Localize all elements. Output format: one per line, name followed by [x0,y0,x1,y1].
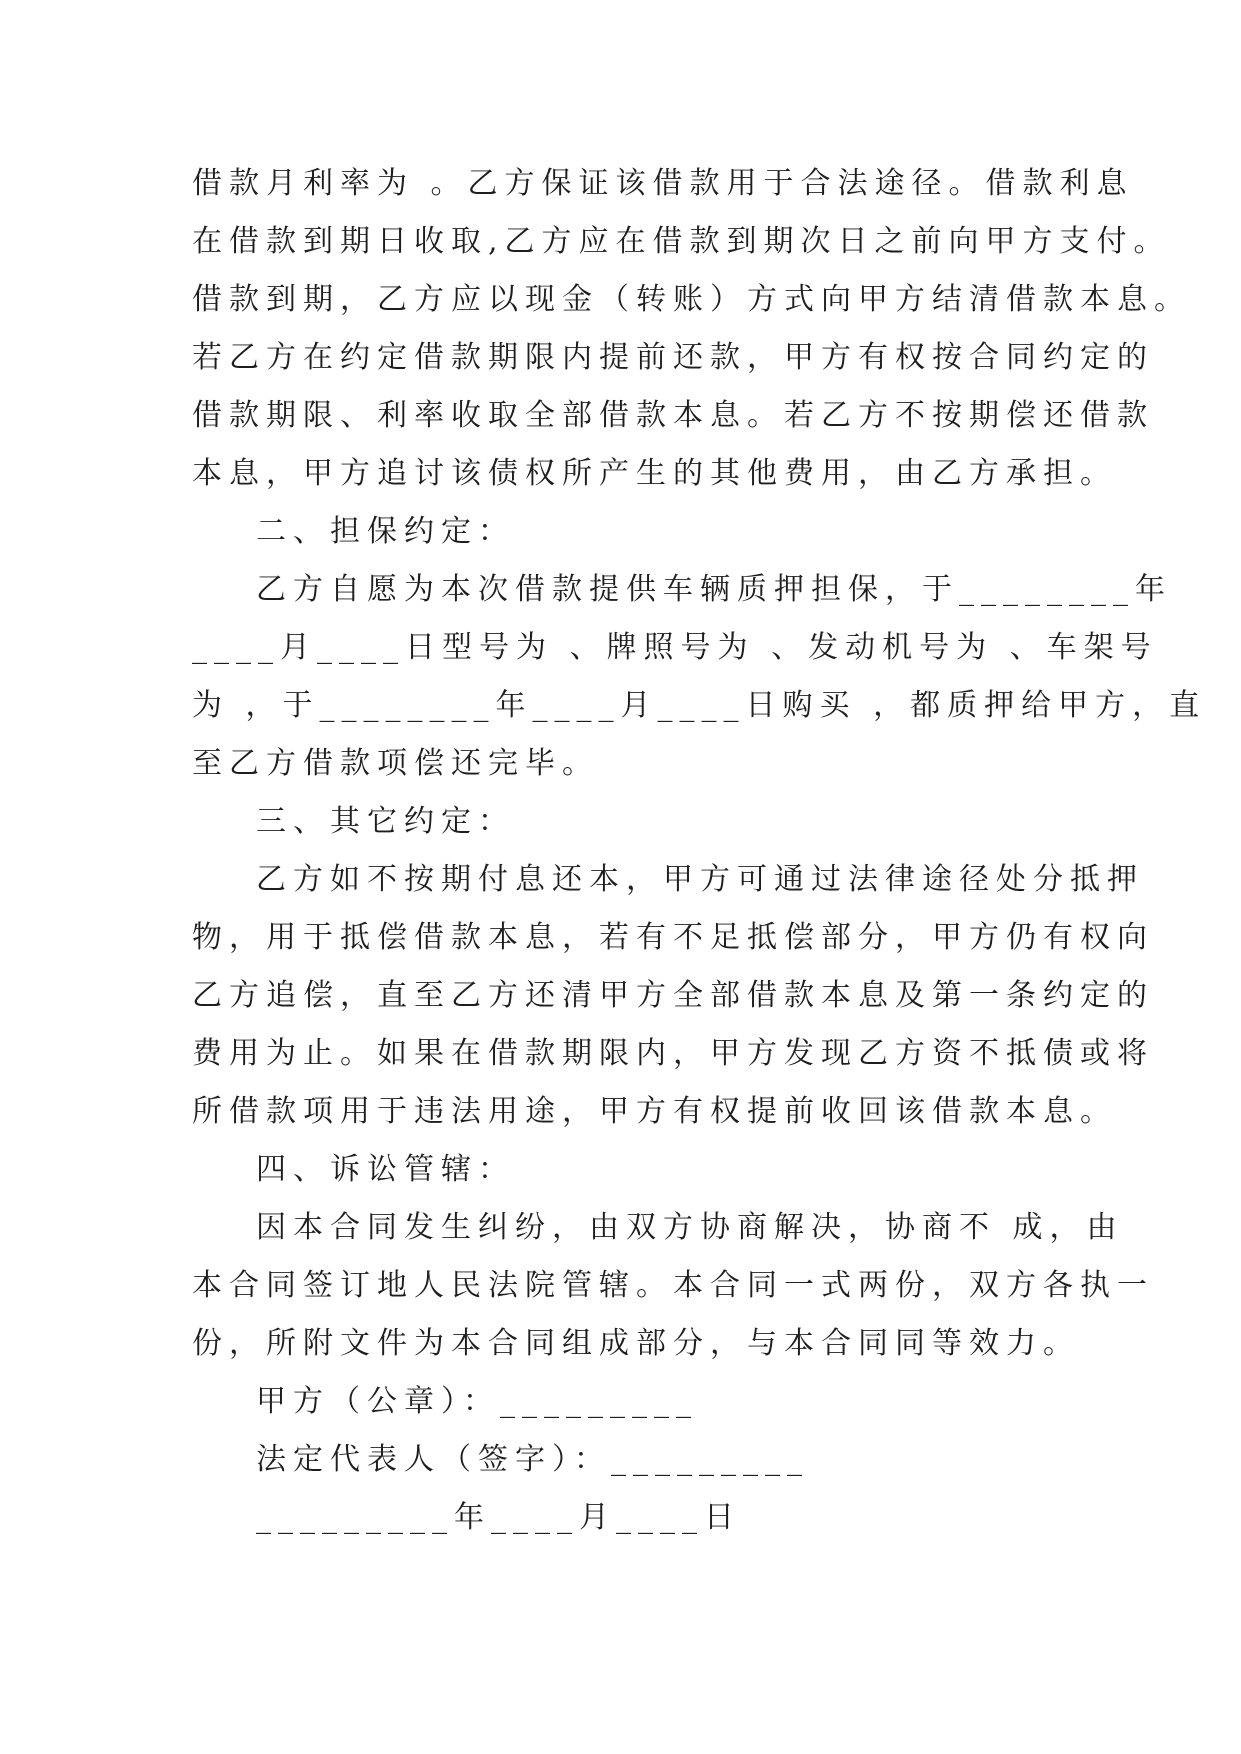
paragraph-line: 若乙方在约定借款期限内提前还款，甲方有权按合同约定的 [192,340,1154,375]
paragraph-line: ____月____日型号为 、牌照号为 、发动机号为 、车架号 [192,630,1158,665]
paragraph-line: 本合同签订地人民法院管辖。本合同一式两份，双方各执一 [192,1268,1154,1303]
paragraph-line: 借款月利率为 。乙方保证该借款用于合法途径。借款利息 [192,166,1134,201]
paragraph-line: 至乙方借款项偿还完毕。 [192,746,599,781]
paragraph-line: 乙方如不按期付息还本，甲方可通过法律途径处分抵押 [256,862,1144,897]
paragraph-line: 费用为止。如果在借款期限内，甲方发现乙方资不抵债或将 [192,1036,1154,1071]
section-heading-other: 三、其它约定： [256,804,515,839]
signing-date-line: _________年____月____日 [256,1500,741,1535]
paragraph-line: 本息，甲方追讨该债权所产生的其他费用，由乙方承担。 [192,456,1117,491]
paragraph-line: 借款到期，乙方应以现金（转账）方式向甲方结清借款本息。 [192,282,1191,317]
party-a-seal-line: 甲方（公章）：_________ [256,1384,698,1419]
paragraph-line: 份，所附文件为本合同组成部分，与本合同同等效力。 [192,1326,1080,1361]
paragraph-line: 为 ，于________年____月____日购买 ，都质押给甲方，直 [192,688,1207,723]
paragraph-line: 物，用于抵偿借款本息，若有不足抵偿部分，甲方仍有权向 [192,920,1154,955]
paragraph-line: 乙方追偿，直至乙方还清甲方全部借款本息及第一条约定的 [192,978,1154,1013]
section-heading-guarantee: 二、担保约定： [256,514,515,549]
paragraph-line: 在借款到期日收取,乙方应在借款到期次日之前向甲方支付。 [192,224,1171,259]
paragraph-line: 所借款项用于违法用途，甲方有权提前收回该借款本息。 [192,1094,1117,1129]
section-heading-jurisdiction: 四、诉讼管辖： [256,1152,515,1187]
paragraph-line: 因本合同发生纠纷，由双方协商解决，协商不 成，由 [256,1210,1124,1245]
legal-representative-signature-line: 法定代表人（签字）：_________ [256,1442,809,1477]
paragraph-line: 乙方自愿为本次借款提供车辆质押担保，于________年 [256,572,1172,607]
paragraph-line: 借款期限、利率收取全部借款本息。若乙方不按期偿还借款 [192,398,1154,433]
